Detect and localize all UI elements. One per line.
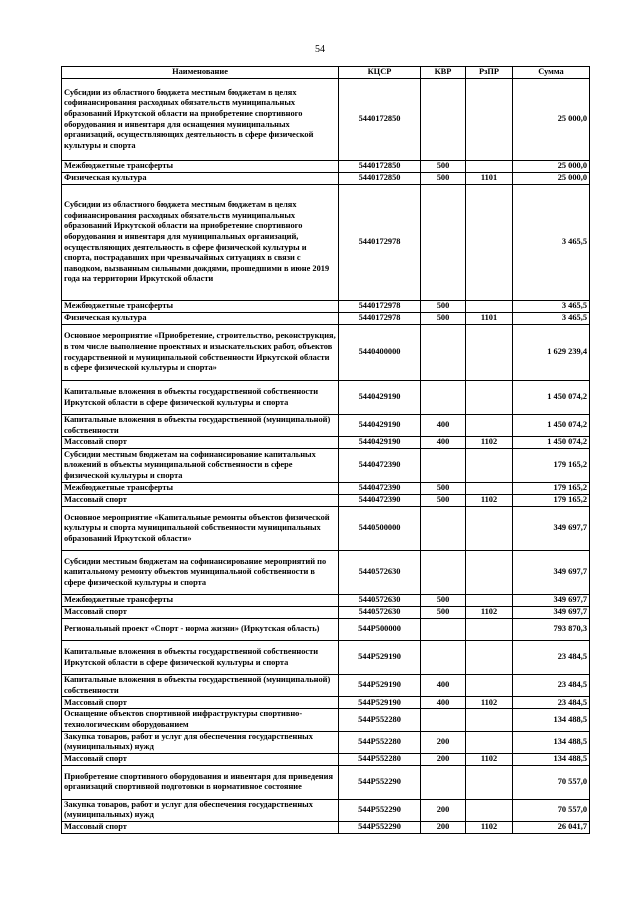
table-header-row <box>62 67 590 79</box>
cell-name: Субсидии из областного бюджета местным бюджетам в целях софинансирования расходных обязательств муниципальных образований Иркутской области на приобретение спортивного оборудования и инвентаря для оснащения муниципальных организаций, осуществляющих деятельность в сфере физической культуры и спорта <box>62 79 339 161</box>
cell-kcsr: 544P529190 <box>339 697 421 709</box>
cell-sum: 1 450 074,2 <box>513 415 590 437</box>
cell-kvr <box>421 709 466 731</box>
cell-rzpr <box>466 79 513 161</box>
cell-name: Капитальные вложения в объекты государственной собственности Иркутской области в сфере физической культуры и спорта <box>62 381 339 415</box>
cell-rzpr <box>466 483 513 495</box>
cell-sum: 134 488,5 <box>513 731 590 753</box>
cell-name: Массовый спорт <box>62 821 339 833</box>
cell-rzpr <box>466 381 513 415</box>
cell-rzpr <box>466 799 513 821</box>
cell-rzpr <box>466 161 513 173</box>
cell-sum: 349 697,7 <box>513 551 590 595</box>
cell-sum: 179 165,2 <box>513 449 590 483</box>
cell-rzpr: 1102 <box>466 437 513 449</box>
cell-sum: 26 041,7 <box>513 821 590 833</box>
cell-kvr <box>421 449 466 483</box>
cell-sum: 3 465,5 <box>513 185 590 301</box>
cell-kvr <box>421 619 466 641</box>
cell-name: Физическая культура <box>62 313 339 325</box>
cell-rzpr <box>466 675 513 697</box>
cell-name: Межбюджетные трансферты <box>62 161 339 173</box>
cell-kvr: 500 <box>421 607 466 619</box>
cell-name: Межбюджетные трансферты <box>62 301 339 313</box>
cell-kvr: 200 <box>421 753 466 765</box>
cell-sum: 1 450 074,2 <box>513 381 590 415</box>
cell-rzpr: 1101 <box>466 173 513 185</box>
budget-table <box>61 66 590 834</box>
cell-kcsr: 5440572630 <box>339 607 421 619</box>
cell-name: Массовый спорт <box>62 495 339 507</box>
cell-name: Приобретение спортивного оборудования и инвентаря для приведения организаций спортивной подготовки в нормативное состояние <box>62 765 339 799</box>
cell-sum: 25 000,0 <box>513 173 590 185</box>
cell-name: Региональный проект «Спорт - норма жизни» (Иркутская область) <box>62 619 339 641</box>
cell-sum: 349 697,7 <box>513 607 590 619</box>
cell-sum: 25 000,0 <box>513 79 590 161</box>
cell-kvr: 200 <box>421 799 466 821</box>
header-kcsr: КЦСР <box>339 67 421 79</box>
cell-kvr <box>421 641 466 675</box>
table-row <box>62 731 590 753</box>
cell-name: Капитальные вложения в объекты государственной (муниципальной) собственности <box>62 675 339 697</box>
cell-rzpr <box>466 641 513 675</box>
cell-rzpr <box>466 709 513 731</box>
cell-kcsr: 544P552290 <box>339 765 421 799</box>
cell-kvr: 400 <box>421 437 466 449</box>
cell-sum: 23 484,5 <box>513 641 590 675</box>
table-row <box>62 415 590 437</box>
cell-kvr: 200 <box>421 821 466 833</box>
table-row <box>62 449 590 483</box>
cell-name: Субсидии местным бюджетам на софинансирование мероприятий по капитальному ремонту объектов муниципальной собственности в сфере физической культуры и спорта <box>62 551 339 595</box>
cell-name: Закупка товаров, работ и услуг для обеспечения государственных (муниципальных) нужд <box>62 799 339 821</box>
cell-sum: 1 629 239,4 <box>513 325 590 381</box>
table-row <box>62 765 590 799</box>
table-row <box>62 313 590 325</box>
cell-name: Массовый спорт <box>62 607 339 619</box>
cell-kvr: 500 <box>421 483 466 495</box>
table-row <box>62 79 590 161</box>
cell-name: Массовый спорт <box>62 437 339 449</box>
cell-kvr <box>421 325 466 381</box>
cell-kcsr: 5440429190 <box>339 415 421 437</box>
cell-rzpr: 1102 <box>466 697 513 709</box>
cell-sum: 70 557,0 <box>513 799 590 821</box>
header-sum: Сумма <box>513 67 590 79</box>
cell-sum: 3 465,5 <box>513 301 590 313</box>
cell-sum: 793 870,3 <box>513 619 590 641</box>
cell-kvr: 400 <box>421 415 466 437</box>
cell-kcsr: 5440172978 <box>339 185 421 301</box>
cell-kcsr: 5440500000 <box>339 507 421 551</box>
cell-rzpr: 1102 <box>466 495 513 507</box>
cell-sum: 23 484,5 <box>513 675 590 697</box>
cell-rzpr <box>466 507 513 551</box>
table-row <box>62 641 590 675</box>
cell-kvr <box>421 507 466 551</box>
cell-name: Массовый спорт <box>62 697 339 709</box>
cell-rzpr <box>466 449 513 483</box>
cell-kcsr: 5440172850 <box>339 79 421 161</box>
cell-rzpr: 1102 <box>466 607 513 619</box>
table-row <box>62 753 590 765</box>
cell-kvr <box>421 765 466 799</box>
cell-kcsr: 544P552280 <box>339 731 421 753</box>
cell-kvr: 200 <box>421 731 466 753</box>
cell-sum: 179 165,2 <box>513 483 590 495</box>
header-kvr: КВР <box>421 67 466 79</box>
table-row <box>62 619 590 641</box>
cell-name: Закупка товаров, работ и услуг для обеспечения государственных (муниципальных) нужд <box>62 731 339 753</box>
cell-kcsr: 5440572630 <box>339 595 421 607</box>
cell-rzpr <box>466 595 513 607</box>
cell-kcsr: 5440429190 <box>339 437 421 449</box>
table-row <box>62 495 590 507</box>
cell-name: Межбюджетные трансферты <box>62 483 339 495</box>
cell-name: Субсидии местным бюджетам на софинансирование капитальных вложений в объекты муниципальной собственности в сфере физической культуры и спорта <box>62 449 339 483</box>
cell-kvr: 400 <box>421 697 466 709</box>
cell-kcsr: 5440572630 <box>339 551 421 595</box>
table-row <box>62 301 590 313</box>
cell-sum: 25 000,0 <box>513 161 590 173</box>
cell-kcsr: 5440400000 <box>339 325 421 381</box>
cell-rzpr <box>466 765 513 799</box>
cell-rzpr <box>466 731 513 753</box>
table-row <box>62 483 590 495</box>
cell-kvr <box>421 381 466 415</box>
cell-kvr <box>421 79 466 161</box>
cell-kvr: 500 <box>421 161 466 173</box>
table-row <box>62 173 590 185</box>
cell-kvr <box>421 551 466 595</box>
cell-rzpr <box>466 415 513 437</box>
table-row <box>62 507 590 551</box>
table-row <box>62 607 590 619</box>
table-row <box>62 799 590 821</box>
cell-rzpr <box>466 185 513 301</box>
table-row <box>62 595 590 607</box>
cell-name: Капитальные вложения в объекты государственной собственности Иркутской области в сфере физической культуры и спорта <box>62 641 339 675</box>
cell-sum: 23 484,5 <box>513 697 590 709</box>
cell-kvr: 500 <box>421 595 466 607</box>
cell-sum: 179 165,2 <box>513 495 590 507</box>
cell-sum: 349 697,7 <box>513 507 590 551</box>
cell-kcsr: 5440429190 <box>339 381 421 415</box>
table-row <box>62 161 590 173</box>
cell-rzpr: 1102 <box>466 821 513 833</box>
table-row <box>62 675 590 697</box>
cell-kcsr: 5440172978 <box>339 313 421 325</box>
table-row <box>62 697 590 709</box>
cell-kcsr: 544P552280 <box>339 709 421 731</box>
cell-name: Массовый спорт <box>62 753 339 765</box>
cell-sum: 349 697,7 <box>513 595 590 607</box>
cell-name: Межбюджетные трансферты <box>62 595 339 607</box>
cell-kvr: 400 <box>421 675 466 697</box>
cell-kcsr: 5440172850 <box>339 161 421 173</box>
cell-name: Оснащение объектов спортивной инфраструктуры спортивно-технологическим оборудованием <box>62 709 339 731</box>
header-rzpr: РзПР <box>466 67 513 79</box>
cell-kvr: 500 <box>421 173 466 185</box>
cell-sum: 134 488,5 <box>513 709 590 731</box>
cell-kcsr: 544P552290 <box>339 799 421 821</box>
cell-name: Основное мероприятие «Капитальные ремонты объектов физической культуры и спорта муниципальной собственности муниципальных образований Иркутской области» <box>62 507 339 551</box>
table-row <box>62 551 590 595</box>
cell-rzpr <box>466 325 513 381</box>
cell-sum: 134 488,5 <box>513 753 590 765</box>
cell-rzpr <box>466 301 513 313</box>
cell-kcsr: 544P552290 <box>339 821 421 833</box>
cell-sum: 1 450 074,2 <box>513 437 590 449</box>
cell-kcsr: 544P500000 <box>339 619 421 641</box>
cell-kcsr: 544P552280 <box>339 753 421 765</box>
cell-sum: 70 557,0 <box>513 765 590 799</box>
table-row <box>62 185 590 301</box>
cell-kcsr: 5440472390 <box>339 449 421 483</box>
page-number: 54 <box>315 44 325 55</box>
cell-rzpr: 1102 <box>466 753 513 765</box>
cell-kcsr: 5440172850 <box>339 173 421 185</box>
cell-kvr: 500 <box>421 301 466 313</box>
cell-kvr <box>421 185 466 301</box>
cell-name: Физическая культура <box>62 173 339 185</box>
cell-kcsr: 544P529190 <box>339 675 421 697</box>
cell-kvr: 500 <box>421 313 466 325</box>
cell-kcsr: 5440472390 <box>339 495 421 507</box>
table-row <box>62 821 590 833</box>
cell-rzpr <box>466 551 513 595</box>
cell-kcsr: 5440472390 <box>339 483 421 495</box>
cell-sum: 3 465,5 <box>513 313 590 325</box>
table-row <box>62 709 590 731</box>
cell-kcsr: 544P529190 <box>339 641 421 675</box>
cell-name: Основное мероприятие «Приобретение, строительство, реконструкция, в том числе выполнение проектных и изыскательских работ, объектов государственной и муниципальной собственности Иркутской области в сфере физической культуры и спорта» <box>62 325 339 381</box>
cell-rzpr: 1101 <box>466 313 513 325</box>
table-row <box>62 437 590 449</box>
cell-kcsr: 5440172978 <box>339 301 421 313</box>
table-row <box>62 325 590 381</box>
table-row <box>62 381 590 415</box>
header-name: Наименование <box>62 67 339 79</box>
cell-name: Субсидии из областного бюджета местным бюджетам в целях софинансирования расходных обязательств муниципальных образований Иркутской области на приобретение спортивного оборудования и инвентаря для муниципальных организаций, осуществляющих деятельность в сфере физической культуры и спорта, пострадавших при чрезвычайных ситуациях в связи с паводком, вызванным сильными дождями, прошедшими в июне 2019 года на территории Иркутской области <box>62 185 339 301</box>
cell-name: Капитальные вложения в объекты государственной (муниципальной) собственности <box>62 415 339 437</box>
cell-rzpr <box>466 619 513 641</box>
cell-kvr: 500 <box>421 495 466 507</box>
